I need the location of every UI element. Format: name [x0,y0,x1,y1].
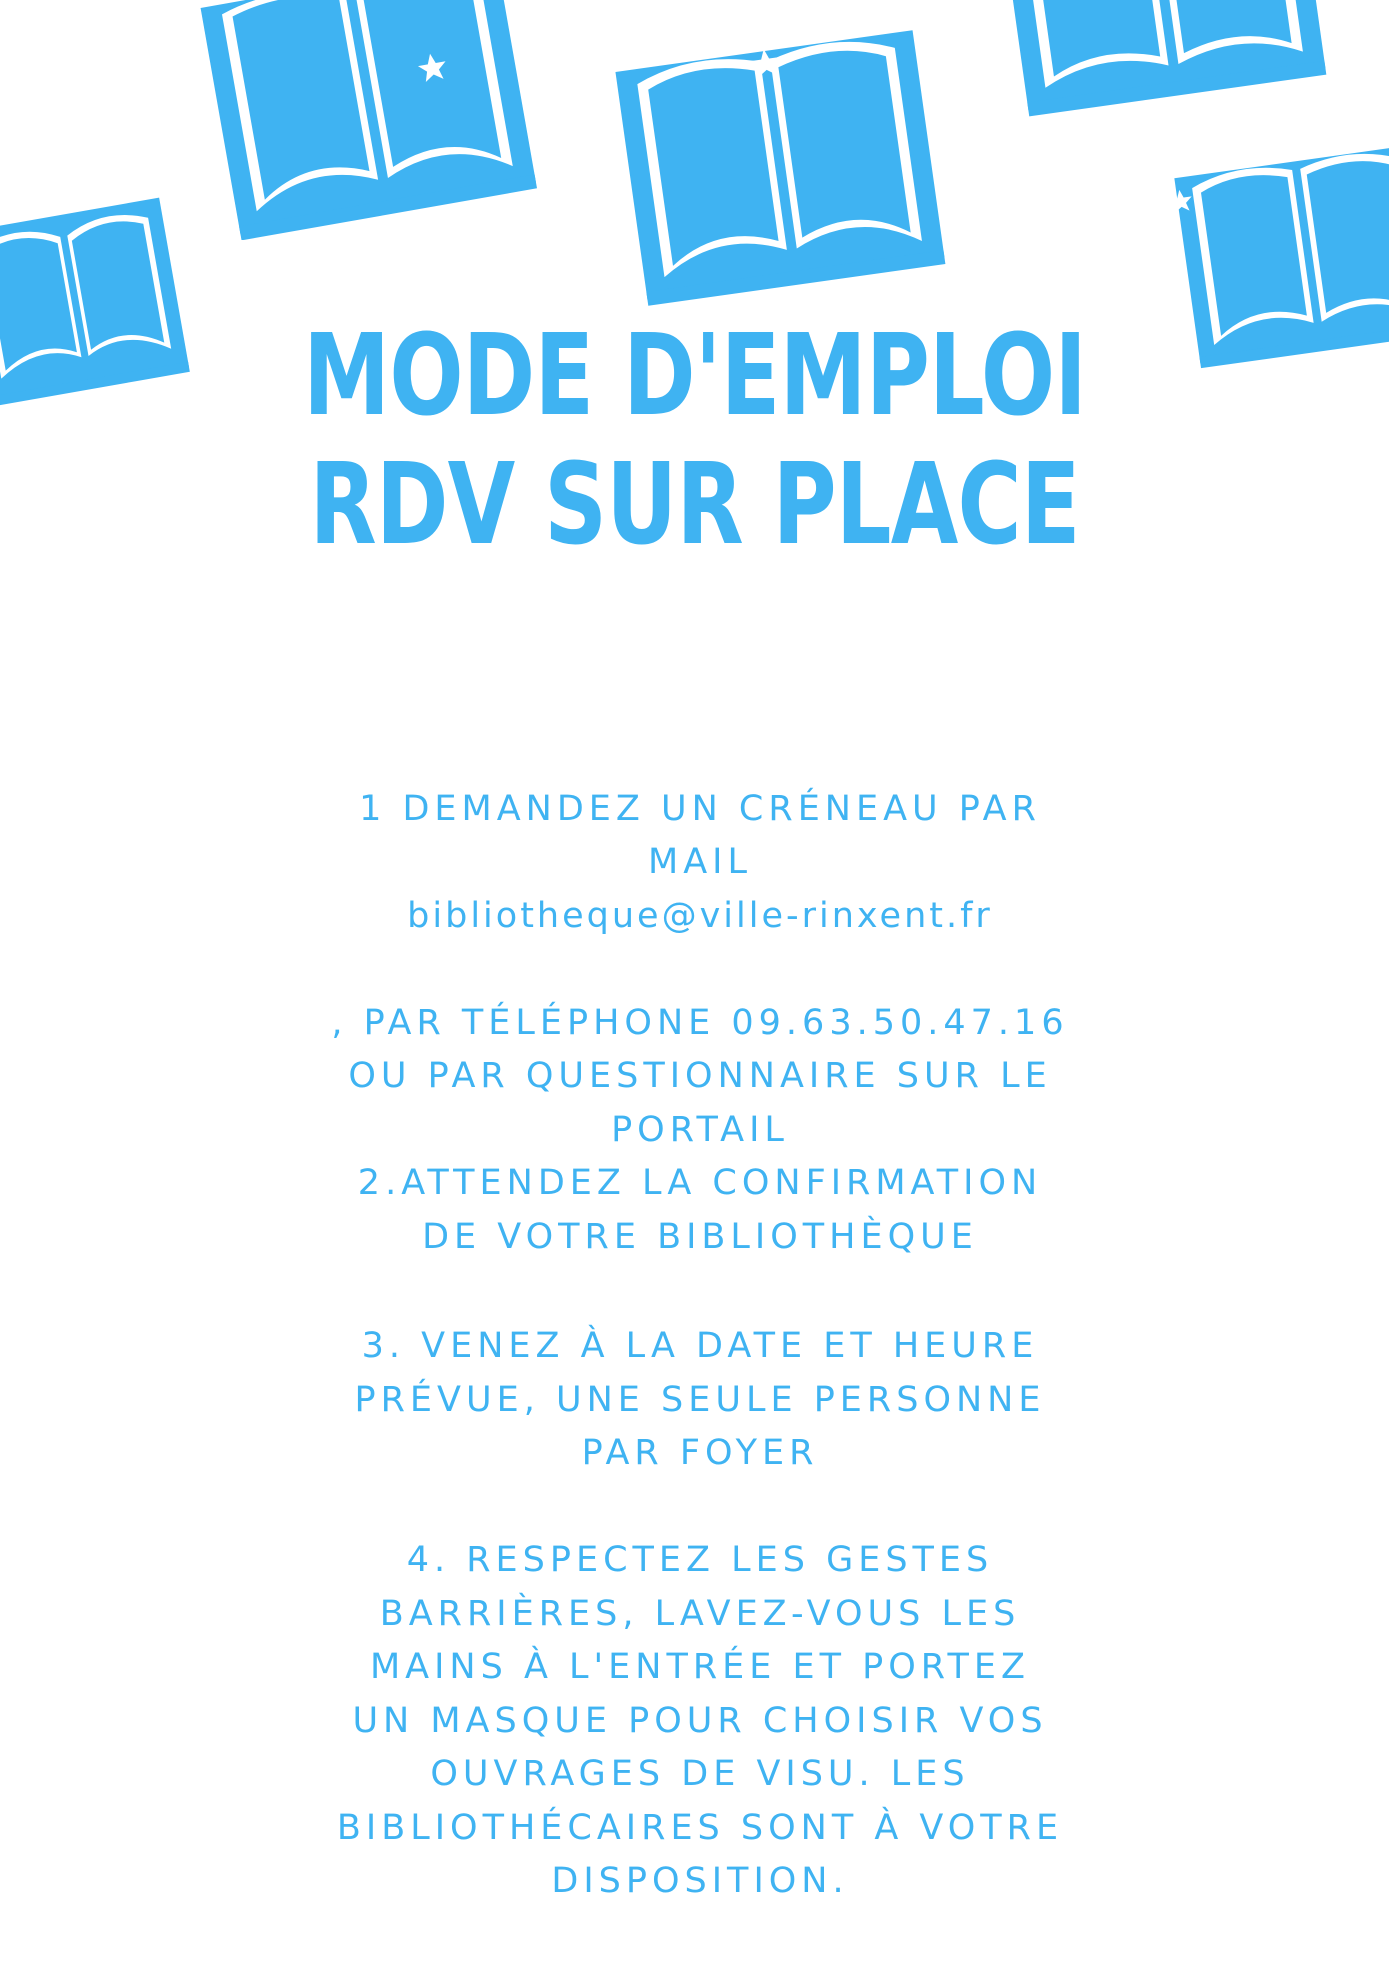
open-book-icon [600,20,960,310]
email-address[interactable]: bibliotheque@ville-rinxent.fr [407,895,993,936]
open-book-icon [1000,0,1340,120]
step-1-text: 1 DEMANDEZ UN CRÉNEAU PAR MAIL [359,788,1041,882]
step-3: 3. VENEZ À LA DATE ET HEURE PRÉVUE, UNE SEULE PERSONNE PAR FOYER [354,1326,1046,1473]
step-2: 2.ATTENDEZ LA CONFIRMATION DE VOTRE BIBLIOTHÈQUE [357,1163,1043,1257]
open-book-icon [190,0,550,240]
step-4: 4. RESPECTEZ LES GESTES BARRIÈRES, LAVEZ-VOUS LES MAINS À L'ENTRÉE ET PORTEZ UN MASQUE POUR CHOISIR VOS OUVRAGES DE VISU. LES BIBLIOTHÉCAIRES SONT À VOTRE DISPOSITION. [336,1540,1064,1901]
title-line-1: MODE D'EMPLOI [303,311,1087,441]
title-line-2: RDV SUR PLACE [309,440,1080,570]
step-1 [300,729,1100,1157]
step-1-contact: , PAR TÉLÉPHONE 09.63.50.47.16 OU PAR QUESTIONNAIRE SUR LE PORTAIL [331,1002,1069,1150]
